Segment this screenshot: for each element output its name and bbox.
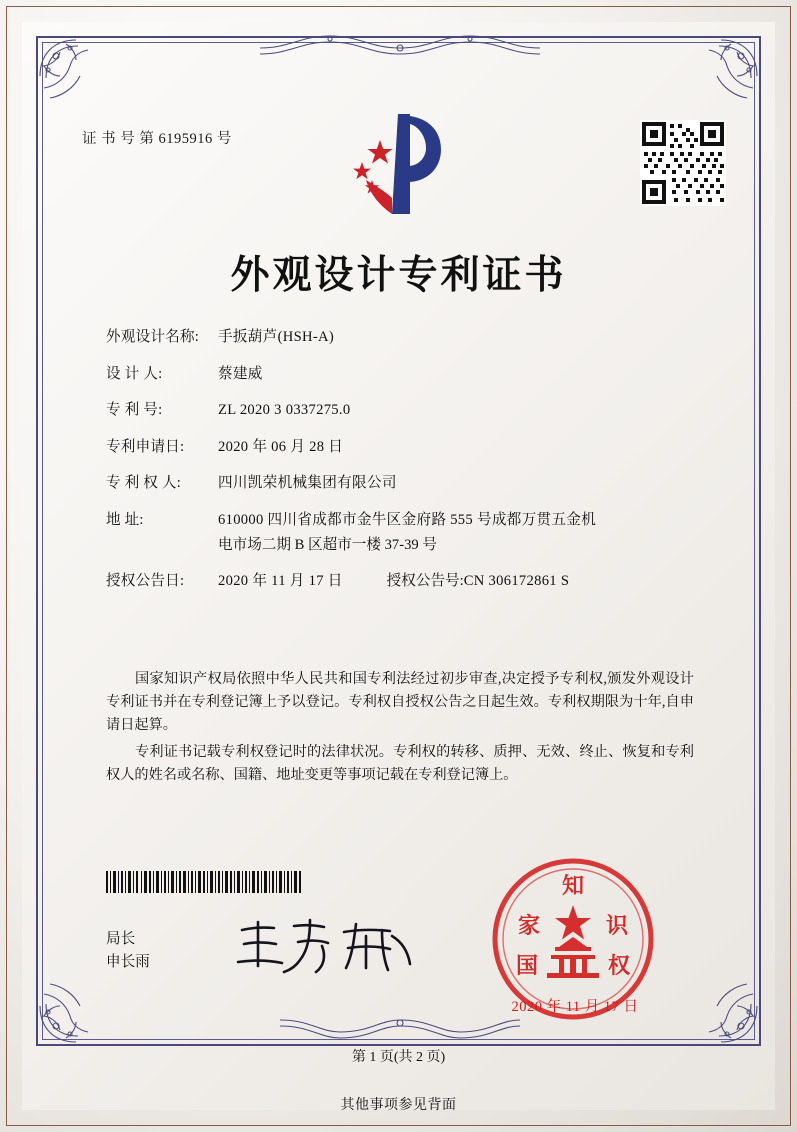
field-designer: [106, 367, 706, 382]
corner-ornament-icon: [683, 36, 761, 114]
field-grant-announcement: [106, 574, 706, 589]
grant-date-label: 授权公告日:: [106, 573, 185, 590]
seal-char-lower-right: 权: [607, 953, 631, 979]
corner-ornament-icon: [683, 968, 761, 1046]
seal-date: 2020 年 11 月 17 日: [511, 999, 639, 1015]
corner-ornament-icon: [36, 968, 114, 1046]
corner-ornament-icon: [36, 36, 114, 114]
director-name: 申长雨: [106, 953, 150, 970]
field-patent-number: [106, 403, 706, 418]
page-number: 第 1 页(共 2 页): [351, 1050, 446, 1065]
seal-char-left: 家: [517, 913, 541, 939]
bottom-border-ornament-icon: [280, 1012, 520, 1042]
field-value: 2020 年 06 月 28 日: [218, 438, 344, 455]
field-value: 蔡建威: [218, 365, 263, 382]
grant-date-value: 2020 年 11 月 17 日: [218, 573, 343, 590]
field-label: 专利申请日:: [106, 438, 185, 455]
certificate-number: 证 书 号 第 6195916 号: [82, 131, 232, 147]
seal-char-right: 识: [605, 913, 629, 939]
field-value: 四川凯荣机械集团有限公司: [218, 475, 397, 492]
field-value: 610000 四川省成都市金牛区金府路 555 号成都万贯五金机: [218, 511, 597, 528]
field-value: 手扳葫芦(HSH-A): [218, 329, 334, 345]
handwritten-signature-icon: [232, 916, 422, 978]
field-value: ZL 2020 3 0337275.0: [218, 402, 351, 419]
field-value-line2: 电市场二期 B 区超市一楼 37-39 号: [218, 536, 437, 553]
announcement-number-value: CN 306172861 S: [463, 573, 570, 590]
announcement-number-label: 授权公告号:: [386, 573, 464, 590]
seal-char-lower-left: 国: [515, 953, 539, 979]
field-label: 地 址:: [106, 511, 144, 528]
qr-code-icon: [640, 120, 726, 206]
field-label: 设 计 人:: [106, 365, 163, 382]
field-label: 专 利 权 人:: [106, 475, 181, 492]
footer-note: 其他事项参见背面: [340, 1098, 457, 1113]
page-title: 外观设计专利证书: [230, 252, 567, 298]
barcode-icon: [106, 871, 302, 893]
director-label: 局长: [106, 931, 136, 947]
field-label: 外观设计名称:: [106, 329, 200, 345]
field-patentee: [106, 476, 706, 491]
paragraph-legal-status: 专利证书记载专利权登记时的法律状况。专利权的转移、质押、无效、终止、恢复和专利权人的姓名或名称、国籍、地址变更等事项记载在专利登记簿上。: [106, 744, 694, 783]
cnipa-logo-icon: [340, 110, 460, 220]
field-application-date: [106, 440, 706, 455]
seal-char-top: 知: [561, 873, 585, 899]
field-design-name: [106, 330, 706, 345]
field-list: [106, 330, 706, 611]
field-label: 专 利 号:: [106, 402, 163, 419]
paragraph-grant-statement: 国家知识产权局依照中华人民共和国专利法经过初步审查,决定授予专利权,颁发外观设计专利证书并在专利登记簿上予以登记。专利权自授权公告之日起生效。专利权期限为十年,自申请日起算。: [106, 671, 694, 733]
field-address: [106, 513, 706, 552]
top-border-ornament-icon: [260, 30, 540, 64]
director-block: [106, 928, 150, 973]
